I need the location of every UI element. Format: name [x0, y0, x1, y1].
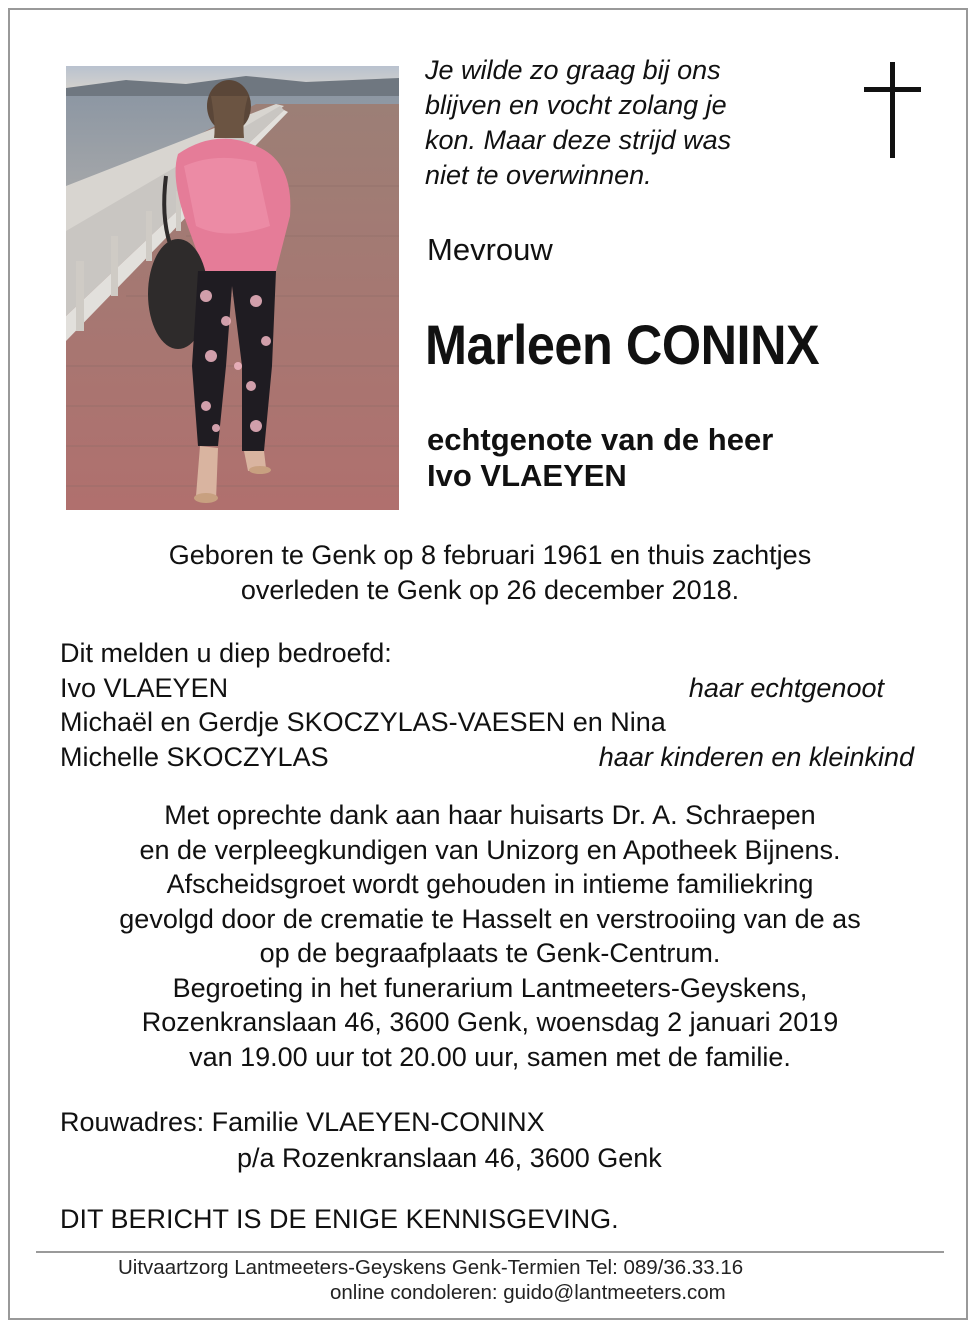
address-line: Rouwadres: Familie VLAEYEN-CONINX — [60, 1107, 545, 1137]
notice-statement: DIT BERICHT IS DE ENIGE KENNISGEVING. — [60, 1204, 619, 1234]
spouse-info — [427, 422, 773, 494]
birth-death-info — [40, 538, 940, 607]
family-row — [60, 740, 920, 775]
visitation-line: Begroeting in het funerarium Lantmeeters-Geyskens, — [172, 972, 808, 1003]
ceremony-line: Afscheidsgroet wordt gehouden in intieme familiekring — [166, 869, 814, 899]
family-row — [60, 705, 920, 740]
thanks-line: Met oprechte dank aan haar huisarts Dr. A. Schraepen — [164, 800, 816, 830]
family-names: Ivo VLAEYEN — [60, 672, 229, 703]
address-line: p/a Rozenkranslaan 46, 3600 Genk — [237, 1143, 662, 1173]
visitation-line: Rozenkranslaan 46, 3600 Genk, woensdag 2 januari 2019 — [141, 1007, 839, 1037]
footer — [40, 1255, 940, 1305]
poem-line: kon. Maar deze strijd was — [425, 125, 732, 155]
birth-line: Geboren te Genk op 8 februari 1961 en thuis zachtjes — [168, 540, 812, 570]
ceremony-line: op de begraafplaats te Genk-Centrum. — [259, 938, 721, 968]
poem-line: blijven en vocht zolang je — [425, 90, 727, 120]
cross-icon — [864, 62, 922, 165]
family-list — [60, 636, 920, 774]
death-line: overleden te Genk op 26 december 2018. — [240, 574, 740, 605]
family-names: Michaël en Gerdje SKOCZYLAS-VAESEN en Nina — [60, 707, 666, 737]
mourning-address — [60, 1104, 662, 1176]
condolence-email: online condoleren: guido@lantmeeters.com — [330, 1281, 726, 1304]
poem-line: niet te overwinnen. — [425, 160, 652, 190]
portrait-photo — [66, 66, 399, 510]
thanks-line: en de verpleegkundigen van Unizorg en Apotheek Bijnens. — [139, 834, 841, 865]
family-names: Michelle SKOCZYLAS — [60, 741, 329, 772]
footer-divider — [36, 1251, 944, 1253]
spouse-line: echtgenote van de heer — [427, 422, 774, 457]
thanks-and-ceremony — [40, 798, 940, 1074]
family-intro: Dit melden u diep bedroefd: — [60, 638, 392, 668]
poem-line: Je wilde zo graag bij ons — [425, 55, 721, 85]
visitation-line: van 19.00 uur tot 20.00 uur, samen met de familie. — [189, 1041, 791, 1072]
spouse-name: Ivo VLAEYEN — [427, 458, 627, 493]
family-relation: haar kinderen en kleinkind — [598, 741, 914, 772]
family-relation: haar echtgenoot — [688, 672, 884, 703]
ceremony-line: gevolgd door de crematie te Hasselt en verstrooiing van de as — [119, 903, 861, 934]
funeral-home-info: Uitvaartzorg Lantmeeters-Geyskens Genk-Termien Tel: 089/36.33.16 — [118, 1256, 744, 1279]
family-row — [60, 671, 920, 706]
deceased-name: Marleen CONINX — [425, 313, 820, 376]
poem — [425, 53, 845, 193]
honorific-title: Mevrouw — [427, 232, 553, 267]
